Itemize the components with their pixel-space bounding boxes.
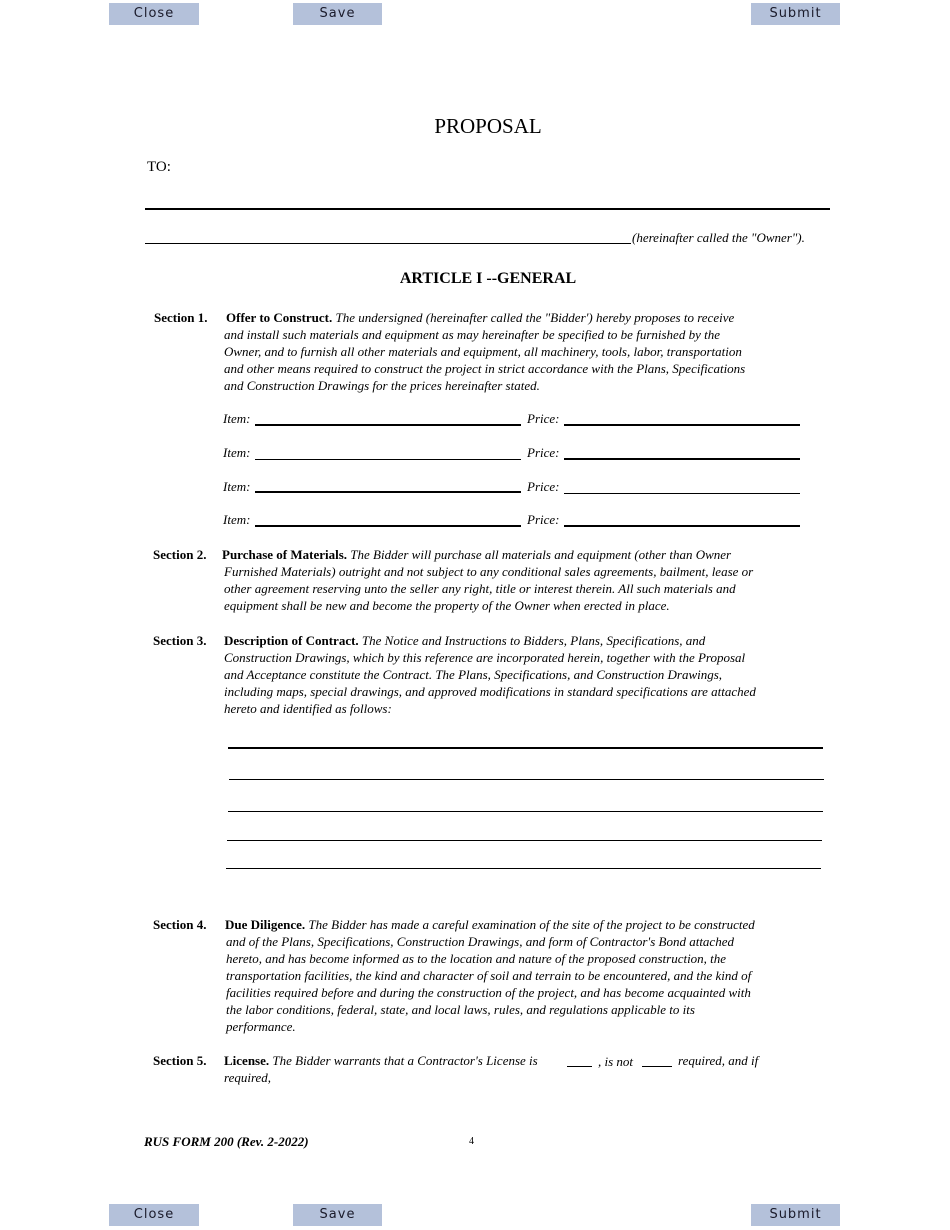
section-1-number: Section 1. [154,310,208,325]
license-required-text: required, and if [678,1053,759,1068]
price-label: Price: [527,479,560,494]
price-label: Price: [527,411,560,426]
price-label: Price: [527,445,560,460]
section-4-line-2: hereto, and has become informed as to the location and nature of the proposed construction, the [226,951,727,966]
section-5-heading: License. [224,1053,270,1068]
section-1-line-3: and other means required to construct the project in strict accordance with the Plans, Specifications [224,361,746,376]
article-heading: ARTICLE I --GENERAL [399,270,577,287]
contract-docs-field-5[interactable] [226,868,821,869]
section-1-line-0: The undersigned (hereinafter called the "Bidder') hereby proposes to receive [335,310,735,325]
section-3-line-0: The Notice and Instructions to Bidders, Plans, Specifications, and [361,633,706,648]
price-field-3[interactable] [564,493,800,494]
section-4-line-1: and of the Plans, Specifications, Construction Drawings, and form of Contractor's Bond attached [226,934,734,949]
to-label: TO: [147,159,171,175]
license-is-not-text: , is not [598,1054,634,1069]
item-label: Item: [223,445,251,460]
section-4-line-5: the labor conditions, federal, state, and local laws, rules, and regulations applicable to its [226,1002,695,1017]
page-number: 4 [469,1136,474,1147]
section-4-line-3: transportation facilities, the kind and character of soil and terrain to be encountered, and the kind of [226,968,752,983]
section-1-line-4: and Construction Drawings for the prices hereinafter stated. [224,378,540,393]
item-label: Item: [223,479,251,494]
owner-field[interactable] [145,243,631,244]
section-2-line-0: The Bidder will purchase all materials and equipment (other than Owner [350,547,732,562]
section-2-line-2: other agreement reserving unto the seller any right, title or interest therein. All such materials and [224,581,736,596]
item-label: Item: [223,512,251,527]
contract-docs-field-1[interactable] [228,747,823,749]
section-4-line-4: facilities required before and during the construction of the project, and has become acquainted with [226,985,751,1000]
close-button[interactable]: Close [109,1204,199,1226]
section-1-line-1: and install such materials and equipment as may hereinafter be specified to be furnished by the [224,327,720,342]
section-5-line-1: required, [224,1070,272,1085]
section-5-line-0: The Bidder warrants that a Contractor's License is [272,1053,538,1068]
section-4-line-0: The Bidder has made a careful examination of the site of the project to be constructed [308,917,755,932]
item-field-4[interactable] [255,525,521,527]
save-button[interactable]: Save [293,3,382,25]
section-2-heading: Purchase of Materials. [222,547,348,562]
item-field-2[interactable] [255,459,521,460]
section-2-line-1: Furnished Materials) outright and not subject to any conditional sales agreements, bailment, lease or [224,564,754,579]
price-field-2[interactable] [564,458,800,460]
section-5-number: Section 5. [153,1053,207,1068]
item-field-3[interactable] [255,491,521,493]
section-4-number: Section 4. [153,917,207,932]
owner-note: (hereinafter called the "Owner"). [632,230,805,245]
price-field-4[interactable] [564,525,800,527]
submit-button[interactable]: Submit [751,3,840,25]
section-4-heading: Due Diligence. [225,917,306,932]
form-number: RUS FORM 200 (Rev. 2-2022) [144,1134,309,1149]
contract-docs-field-4[interactable] [227,840,822,841]
section-3-line-4: hereto and identified as follows: [224,701,392,716]
section-4-line-6: performance. [226,1019,296,1034]
contract-docs-field-3[interactable] [228,811,823,812]
price-label: Price: [527,512,560,527]
section-3-line-3: including maps, special drawings, and approved modifications in standard specifications are attached [224,684,756,699]
section-3-line-1: Construction Drawings, which by this reference are incorporated herein, together with the Proposal [224,650,746,665]
item-label: Item: [223,411,251,426]
page-title: PROPOSAL [434,114,542,138]
section-1-text [226,309,806,326]
section-3-line-2: and Acceptance constitute the Contract. The Plans, Specifications, and Construction Drawings, [224,667,723,682]
license-is-field[interactable] [567,1066,592,1067]
section-1-line-2: Owner, and to furnish all other materials and equipment, all machinery, tools, labor, transportation [224,344,742,359]
price-field-1[interactable] [564,424,800,426]
save-button[interactable]: Save [293,1204,382,1226]
submit-button[interactable]: Submit [751,1204,840,1226]
to-field[interactable] [145,208,830,210]
contract-docs-field-2[interactable] [229,779,824,780]
section-2-line-3: equipment shall be new and become the property of the Owner when erected in place. [224,598,670,613]
item-field-1[interactable] [255,424,521,426]
section-3-heading: Description of Contract. [224,633,359,648]
section-2-number: Section 2. [153,547,207,562]
section-3-number: Section 3. [153,633,207,648]
license-is-not-field[interactable] [642,1066,672,1067]
close-button[interactable]: Close [109,3,199,25]
section-1-heading: Offer to Construct. [226,310,333,325]
